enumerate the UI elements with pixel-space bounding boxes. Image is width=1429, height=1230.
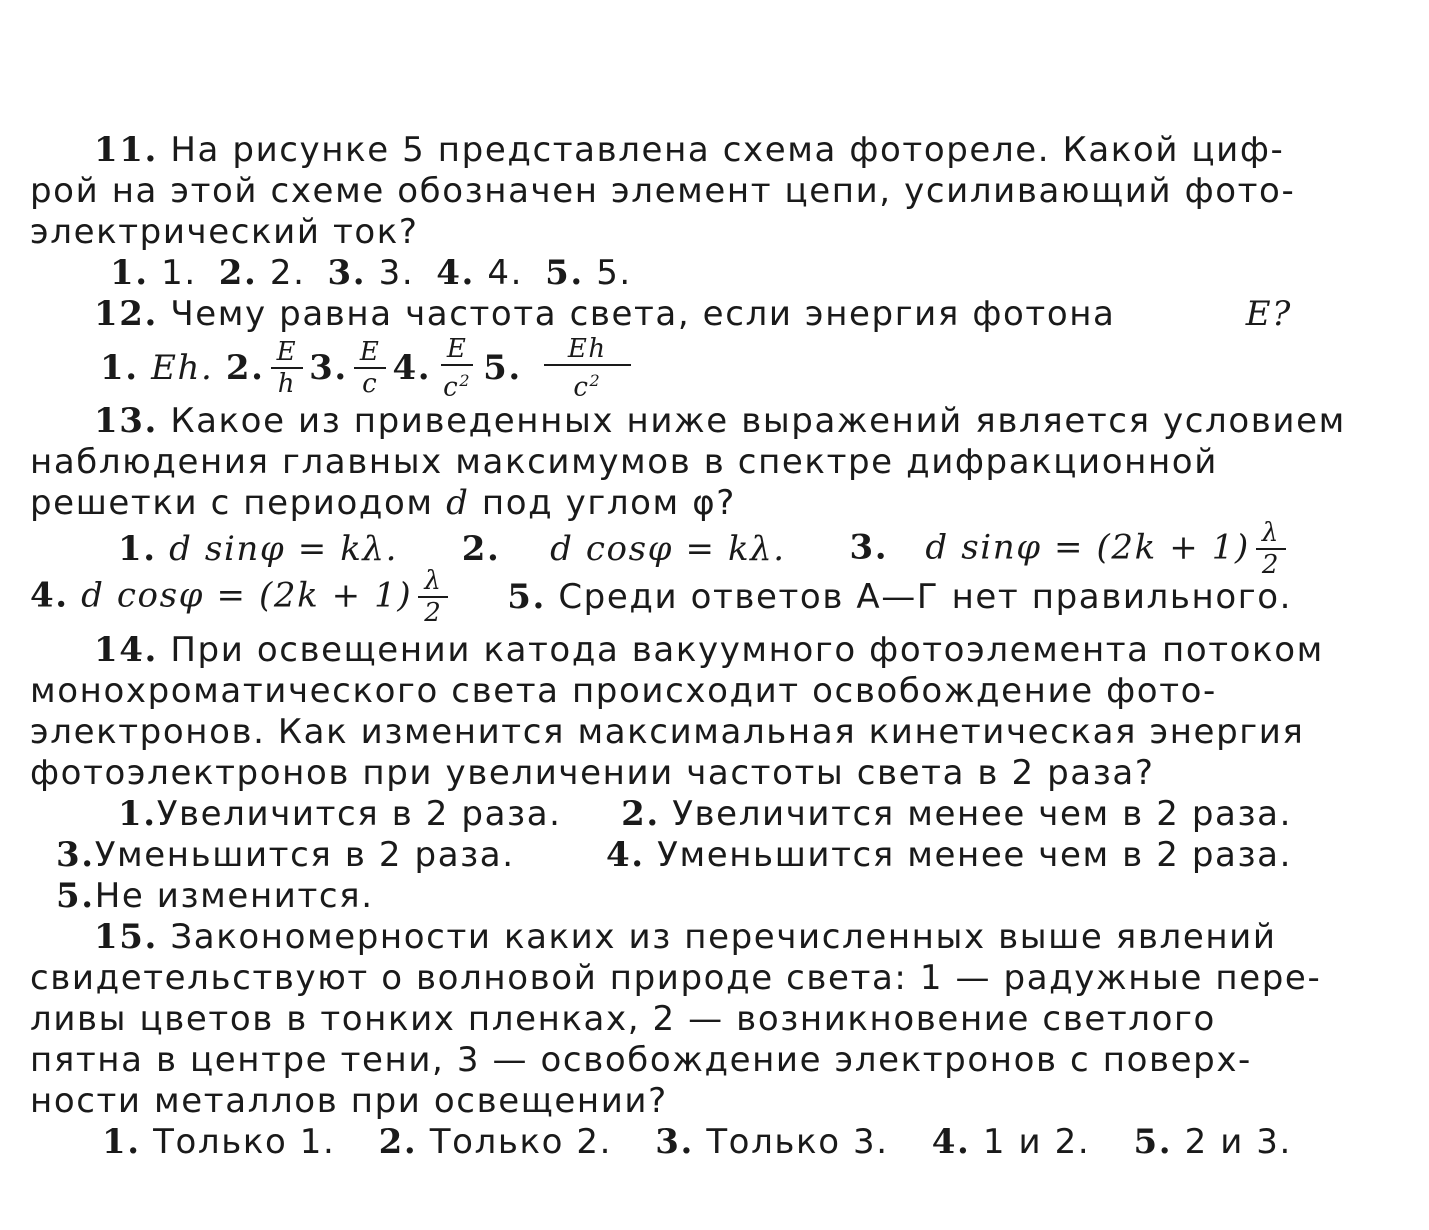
q12-a4-numerator: E <box>441 334 474 366</box>
q12-a4-exponent: 2 <box>459 370 472 390</box>
q12-a5-num: 5. <box>483 347 522 388</box>
q11-a5-num: 5. <box>545 253 584 293</box>
q15-line-4: пятна в центре тени, 3 — освобождение электронов с поверх- <box>30 1040 1252 1080</box>
q12-a3-denominator: c <box>362 369 379 399</box>
q13-a3: d sinφ = (2k + 1) <box>925 527 1250 568</box>
q15-a5-num: 5. <box>1133 1122 1173 1162</box>
q13-a3-lambda: λ <box>1256 518 1286 550</box>
q14-answers-row-2 <box>30 835 1292 876</box>
q13-var-d: d <box>446 483 470 523</box>
q13-line-2: наблюдения главных максимумов в спектре дифракционной <box>30 442 1218 482</box>
q11-a1-num: 1. <box>110 253 149 293</box>
q13-a3-two: 2 <box>1261 550 1280 580</box>
q12-a4-denominator: c <box>443 372 460 403</box>
q14-a3-num: 3. <box>56 835 95 875</box>
q12-a5-exponent: 2 <box>589 370 602 390</box>
q15-a4: 1 и 2. <box>982 1122 1091 1162</box>
q13-a5-num: 5. <box>507 576 546 617</box>
q14-a3: Уменьшится в 2 раза. <box>94 835 515 875</box>
q15-a1: Только 1. <box>153 1122 336 1162</box>
q11-line-2: рой на этой схеме обозначен элемент цепи, усиливающий фото- <box>30 171 1296 211</box>
q12-a3-num: 3. <box>309 347 348 388</box>
q13-a2-num: 2. <box>461 528 501 569</box>
q12-a1-num: 1. <box>100 347 139 388</box>
q11-a2-num: 2. <box>218 253 258 293</box>
q13-answers-row-2 <box>30 566 1292 628</box>
q12-line-1 <box>30 294 1292 335</box>
q12-a1: Eh. <box>151 347 214 388</box>
q15-a3-num: 3. <box>655 1122 694 1162</box>
question-12 <box>30 294 1292 401</box>
q14-line-4: фотоэлектронов при увеличении частоты света в 2 раза? <box>30 753 1155 793</box>
question-13 <box>30 401 1346 628</box>
q11-a3: 3. <box>378 253 415 293</box>
q15-a2-num: 2. <box>378 1122 418 1162</box>
q15-text-1: Закономерности каких из перечисленных выше явлений <box>170 917 1277 957</box>
q13-a4-two: 2 <box>424 598 443 628</box>
q15-number: 15. <box>94 917 158 957</box>
q11-text-1: На рисунке 5 представлена схема фотореле. Какой циф- <box>170 130 1285 170</box>
q14-line-1 <box>30 630 1324 671</box>
q12-a2-denominator: h <box>277 369 297 399</box>
q12-a2-fraction <box>271 337 304 399</box>
q11-a4-num: 4. <box>436 253 475 293</box>
q15-a1-num: 1. <box>102 1122 141 1162</box>
q14-text-1: При освещении катода вакуумного фотоэлемента потоком <box>170 630 1324 670</box>
q11-a5: 5. <box>596 253 632 293</box>
q13-a4: d cosφ = (2k + 1) <box>81 575 413 616</box>
q14-answers-row-3 <box>30 876 1292 917</box>
q12-a3-numerator: E <box>354 337 387 369</box>
q15-line-3: ливы цветов в тонких пленках, 2 — возникновение светлого <box>30 999 1216 1039</box>
question-14 <box>30 630 1324 917</box>
q12-a5-denominator: c <box>573 372 590 403</box>
q13-line-1 <box>30 401 1346 442</box>
q14-a2-num: 2. <box>621 794 660 834</box>
q14-number: 14. <box>94 630 158 670</box>
q14-line-3: электронов. Как изменится максимальная кинетическая энергия <box>30 712 1305 752</box>
q12-a3-fraction <box>354 337 387 399</box>
q11-a4: 4. <box>487 253 524 293</box>
q14-a4-num: 4. <box>606 835 645 875</box>
q12-a2-num: 2. <box>225 347 265 388</box>
q13-a3-num: 3. <box>849 527 889 568</box>
q14-answers-row-1 <box>30 794 1292 835</box>
q13-text-3: решетки с периодом <box>30 483 434 523</box>
q12-a4-fraction <box>437 334 477 403</box>
q15-a3: Только 3. <box>706 1122 889 1162</box>
q13-a1-num: 1. <box>118 528 157 569</box>
q14-a5-num: 5. <box>56 876 95 916</box>
q12-a2-numerator: E <box>271 337 304 369</box>
q12-answers <box>30 335 1292 401</box>
q13-number: 13. <box>94 401 158 441</box>
q13-text-4: под углом φ? <box>481 483 736 523</box>
q14-a1: Увеличится в 2 раза. <box>156 794 562 834</box>
q14-a2: Увеличится менее чем в 2 раза. <box>672 794 1292 834</box>
q12-a5-numerator: Eh <box>544 334 631 366</box>
q14-line-2: монохроматического света происходит освобождение фото- <box>30 671 1217 711</box>
q13-a4-fraction <box>418 566 448 628</box>
q11-answers <box>30 253 1292 294</box>
q13-a4-num: 4. <box>30 575 69 616</box>
q11-number: 11. <box>94 130 158 170</box>
q11-line-3: электрический ток? <box>30 212 419 252</box>
q14-a4: Уменьшится менее чем в 2 раза. <box>657 835 1292 875</box>
q15-line-2: свидетельствуют о волновой природе света: 1 — радужные пере- <box>30 958 1322 998</box>
q12-a4-num: 4. <box>392 347 432 388</box>
q13-text-1: Какое из приведенных ниже выражений является условием <box>170 401 1346 441</box>
q13-a4-lambda: λ <box>418 566 448 598</box>
q15-line-5: ности металлов при освещении? <box>30 1081 668 1121</box>
q14-a5: Не изменится. <box>94 876 374 916</box>
q11-a2: 2. <box>269 253 306 293</box>
question-15 <box>30 917 1322 1163</box>
q15-a2: Только 2. <box>429 1122 613 1162</box>
q11-a3-num: 3. <box>327 253 367 293</box>
q12-number: 12. <box>94 294 158 334</box>
q13-a5: Среди ответов А—Г нет правильного. <box>558 576 1292 617</box>
q11-a1: 1. <box>161 253 197 293</box>
q15-line-1 <box>30 917 1292 958</box>
q15-answers <box>30 1122 1292 1163</box>
q13-a3-fraction <box>1256 518 1286 580</box>
question-11 <box>30 130 1296 294</box>
q13-a2: d cosφ = kλ. <box>550 528 786 569</box>
q14-a1-num: 1. <box>118 794 157 834</box>
q15-a4-num: 4. <box>931 1122 971 1162</box>
q12-a5-fraction <box>544 334 631 403</box>
q12-text: Чему равна частота света, если энергия фотона <box>170 294 1116 334</box>
q12-var: E? <box>1245 294 1292 334</box>
q15-a5: 2 и 3. <box>1184 1122 1292 1162</box>
q13-a1: d sinφ = kλ. <box>169 528 398 569</box>
page-text <box>30 130 1346 1163</box>
q11-line-1 <box>30 130 1292 171</box>
